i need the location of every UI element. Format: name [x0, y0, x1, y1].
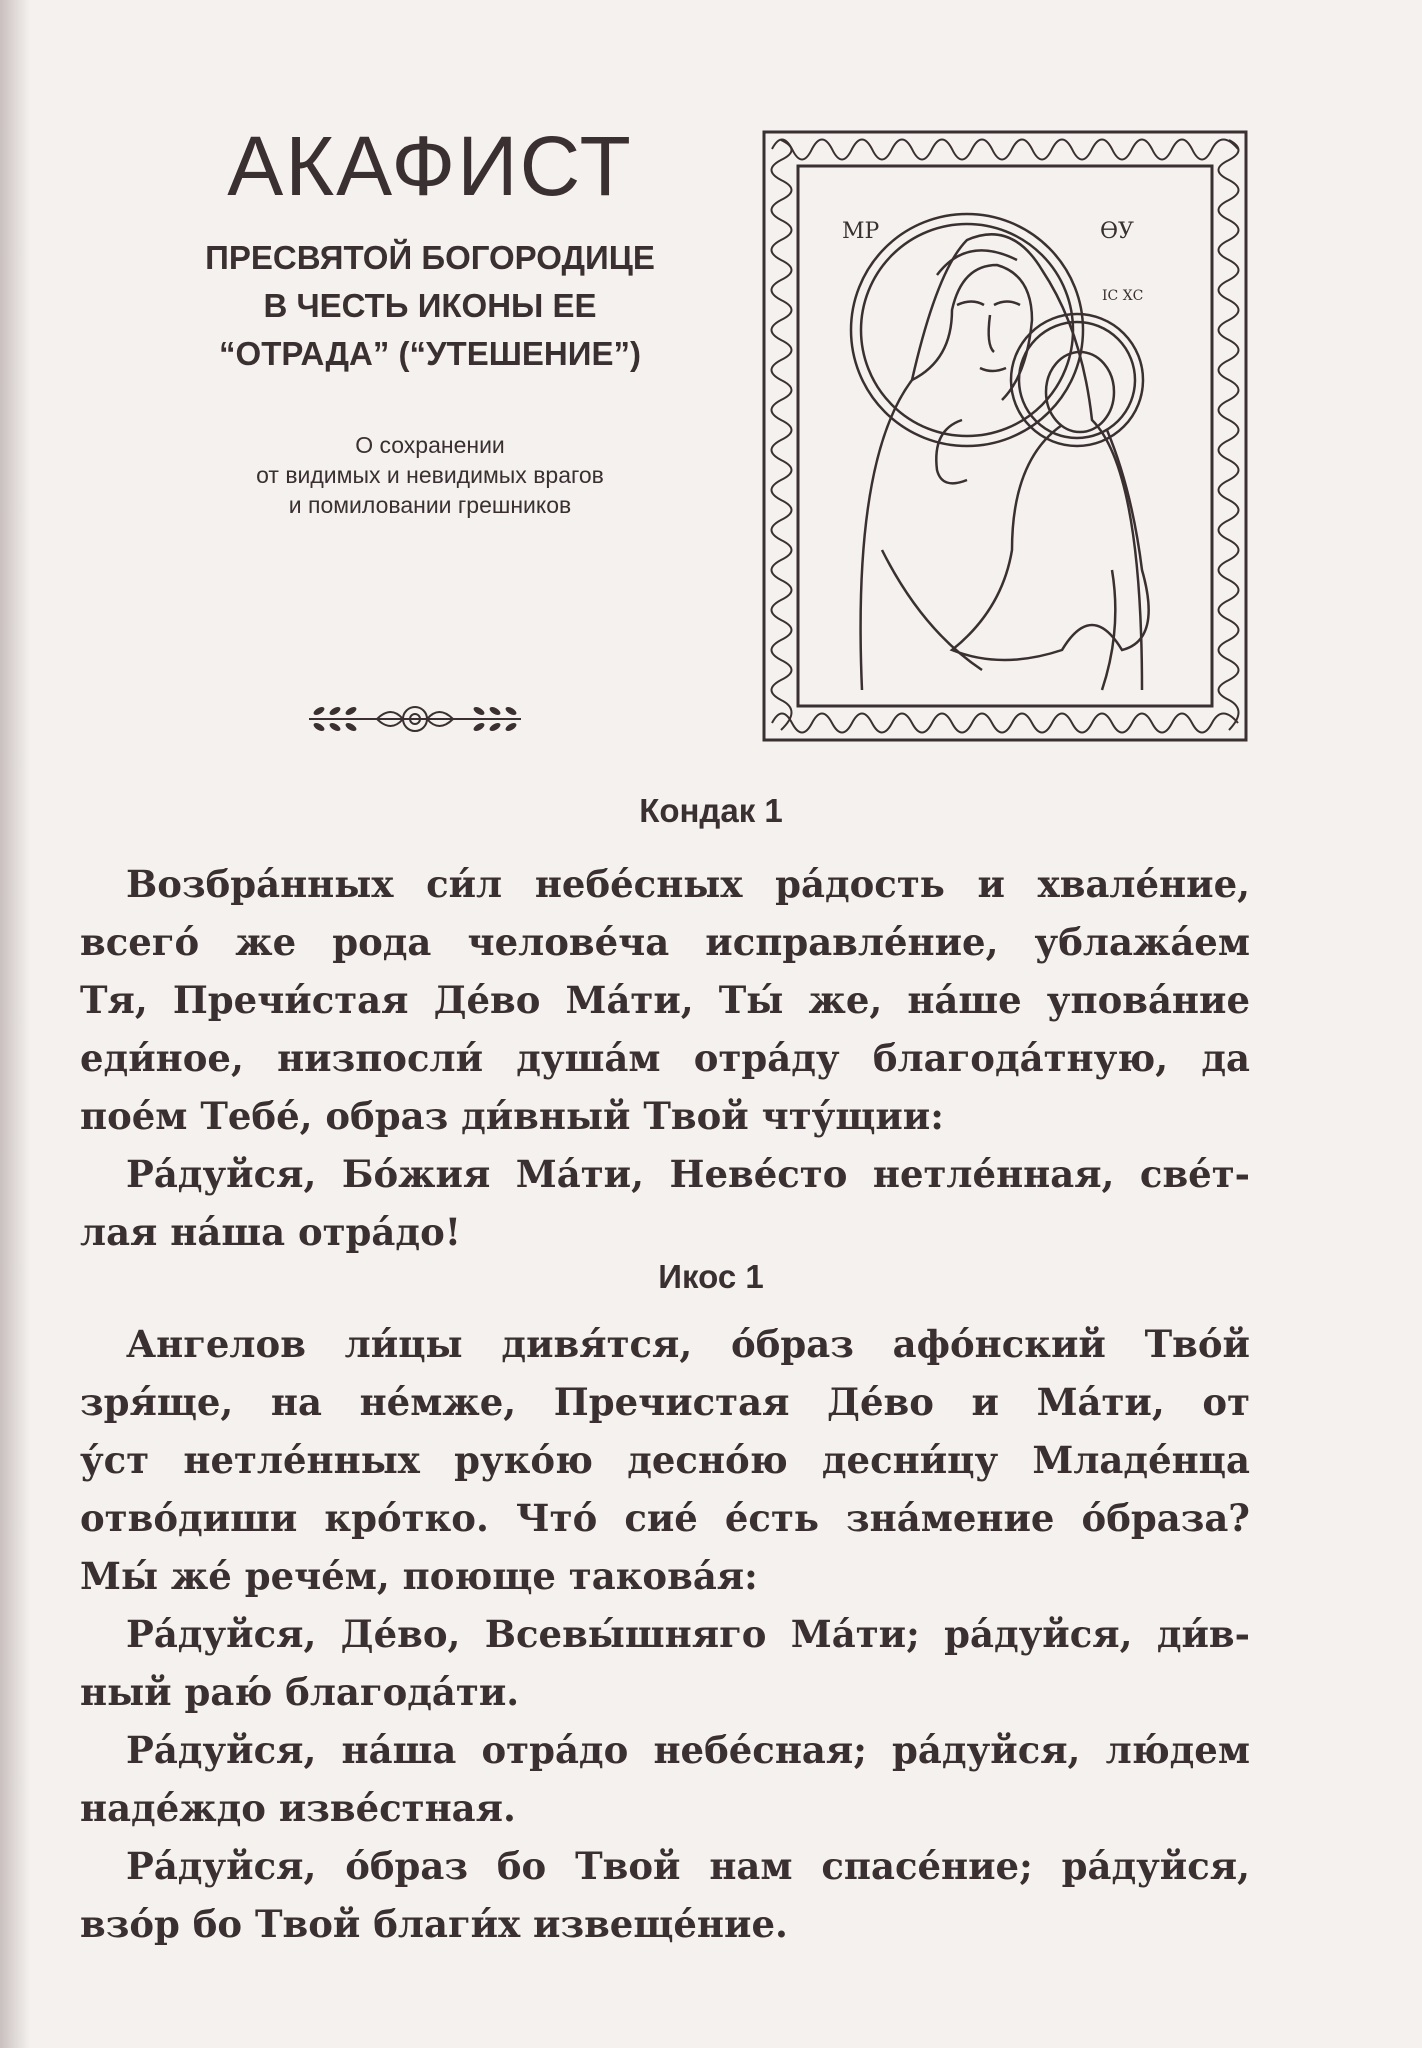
icon-label-god: ѲУ [1100, 219, 1134, 244]
page-binding-shadow [0, 0, 30, 2048]
kondak-heading: Кондак 1 [639, 792, 783, 829]
text-line: еди́ное, низпосли́ душа́м отра́ду благода́тную, да [80, 1036, 1250, 1080]
text-line: Возбра́нных си́л небе́сных ра́дость и хвале́ние, [126, 862, 1250, 906]
ikos-heading: Икос 1 [658, 1258, 764, 1295]
text-line: Ра́дуйся, Бо́жия Ма́ти, Неве́сто нетле́нная, све́т- [126, 1152, 1250, 1196]
text-line: Ра́дуйся, Де́во, Всевы́шняго Ма́ти; ра́дуйся, ди́в- [126, 1612, 1250, 1656]
purpose-line: от видимых и невидимых врагов [256, 462, 604, 489]
subtitle-line: В ЧЕСТЬ ИКОНЫ ЕЕ [263, 287, 597, 325]
icon-drawing [851, 214, 1149, 690]
text-line: всего́ же рода челове́ча исправле́ние, ублажа́ем [80, 920, 1250, 964]
subtitle-line: ПРЕСВЯТОЙ БОГОРОДИЦЕ [205, 239, 655, 277]
text-line: зря́ще, на не́мже, Пречистая Де́во и Ма́ти, от [80, 1380, 1250, 1424]
leaf-ornament-icon [305, 697, 525, 741]
ikos-text [80, 1315, 1250, 1953]
text-line: Ра́дуйся, о́браз бо Твой нам спасе́ние; ра́дуйся, [126, 1844, 1250, 1888]
page-title: АКАФИСТ [227, 119, 633, 213]
text-line: наде́ждо изве́стная. [80, 1786, 516, 1830]
text-line: Мы́ же́ рече́м, поюще такова́я: [80, 1554, 758, 1598]
subtitle-line: “ОТРАДА” (“УТЕШЕНИЕ”) [219, 335, 641, 373]
purpose-line: и помиловании грешников [288, 492, 572, 519]
text-line: Тя, Пречи́стая Де́во Ма́ти, Ты́ же, на́ше упова́ние [80, 978, 1250, 1022]
text-line: у́ст нетле́нных руко́ю десно́ю десни́цу Младе́нца [80, 1438, 1250, 1482]
kondak-text [80, 855, 1250, 1261]
text-line: Ангелов ли́цы дивя́тся, о́браз афо́нский Тво́й [126, 1322, 1250, 1366]
purpose-note [140, 430, 720, 520]
purpose-line: О сохранении [355, 432, 505, 459]
text-line: ный раю́ благода́ти. [80, 1670, 520, 1714]
text-line: отво́диши кро́тко. Что́ сие́ е́сть зна́мение о́браза? [80, 1496, 1250, 1540]
subtitle [140, 234, 720, 378]
icon-label-christ: ІС ХС [1102, 288, 1144, 304]
theotokos-icon-image [762, 130, 1248, 742]
text-line: пое́м Тебе́, образ ди́вный Твой чту́щии: [80, 1094, 944, 1138]
icon-label-mother: МР [842, 219, 880, 244]
title-block [140, 120, 720, 520]
text-line: лая на́ша отра́до! [80, 1210, 461, 1254]
text-line: взо́р бо Твой благи́х извеще́ние. [80, 1902, 788, 1946]
text-line: Ра́дуйся, на́ша отра́до небе́сная; ра́дуйся, лю́дем [126, 1728, 1250, 1772]
